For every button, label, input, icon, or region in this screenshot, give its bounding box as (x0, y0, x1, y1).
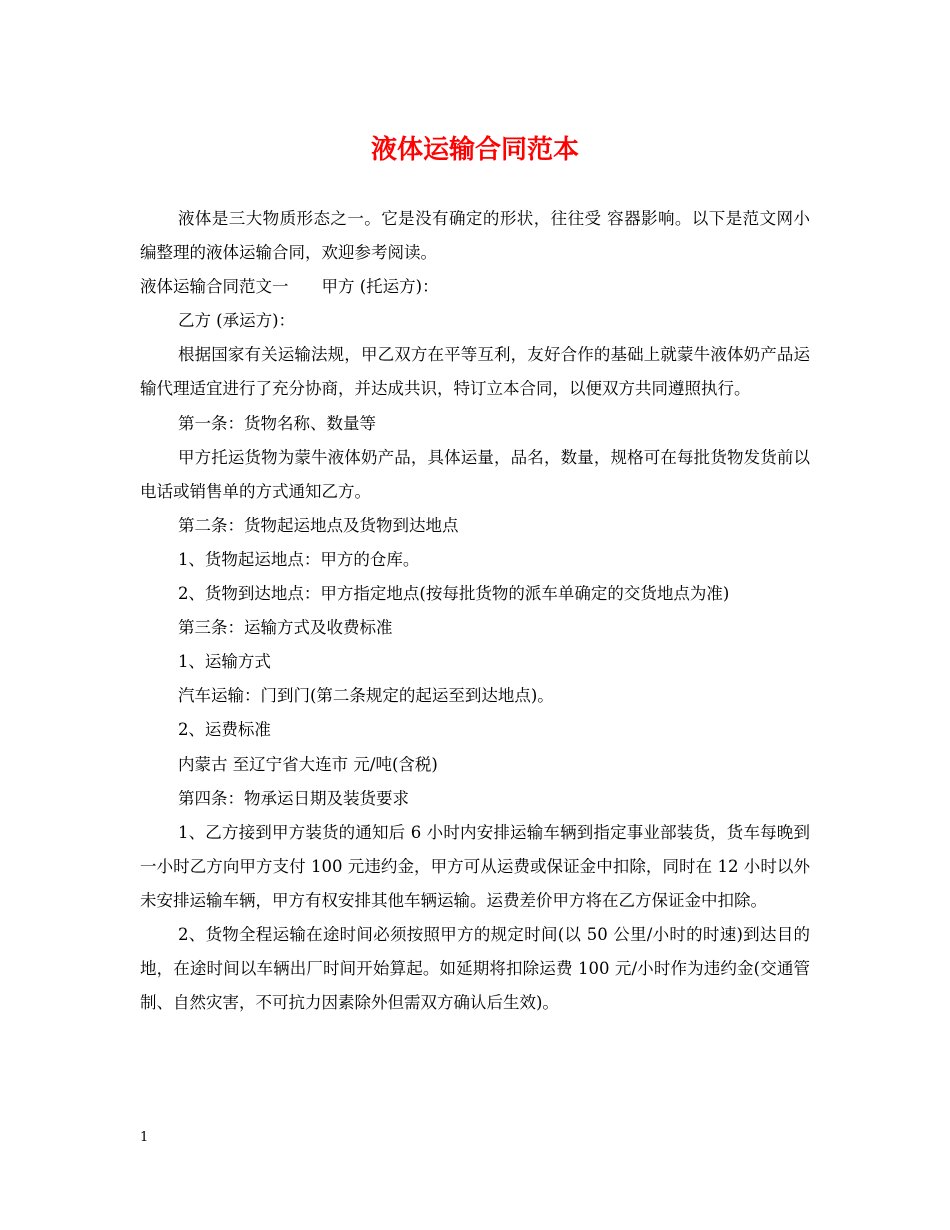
paragraph: 2、货物全程运输在途时间必须按照甲方的规定时间(以 50 公里/小时的时速)到达目的地，在途时间以车辆出厂时间开始算起。如延期将扣除运费 100 元/小时作为违约金(交通管制、自然灾害，不可抗力因素除外但需双方确认后生效)。 (140, 924, 810, 1013)
paragraph: 1、货物起运地点：甲方的仓库。 (177, 549, 420, 569)
paragraph: 汽车运输：门到门(第二条规定的起运至到达地点)。 (177, 686, 554, 706)
paragraph: 甲方托运货物为蒙牛液体奶产品，具体运量，品名，数量，规格可在每批货物发货前以电话或销售单的方式通知乙方。 (140, 447, 810, 501)
document-body (140, 202, 810, 1020)
paragraph: 液体是三大物质形态之一。它是没有确定的形状，往往受 容器影响。以下是范文网小编整理的液体运输合同，欢迎参考阅读。 (140, 209, 810, 263)
document-title: 液体运输合同范本 (370, 135, 579, 165)
paragraph: 1、乙方接到甲方装货的通知后 6 小时内安排运输车辆到指定事业部装货，货车每晚到一小时乙方向甲方支付 100 元违约金，甲方可从运费或保证金中扣除，同时在 12 小时以外未安排运输车辆，甲方有权安排其他车辆运输。运费差价甲方将在乙方保证金中扣除。 (140, 822, 810, 910)
paragraph: 液体运输合同范文一 甲方 (托运方)： (140, 277, 439, 297)
paragraph: 乙方 (承运方)： (177, 311, 296, 331)
paragraph: 第四条：物承运日期及装货要求 (177, 788, 409, 808)
page-number: 1 (140, 1130, 149, 1145)
paragraph: 根据国家有关运输法规，甲乙双方在平等互利，友好合作的基础上就蒙牛液体奶产品运输代理适宜进行了充分协商，并达成共识，特订立本合同，以便双方共同遵照执行。 (140, 345, 810, 399)
paragraph: 第三条：运输方式及收费标准 (177, 618, 393, 638)
paragraph: 第一条：货物名称、数量等 (177, 413, 376, 433)
paragraph: 第二条：货物起运地点及货物到达地点 (177, 515, 459, 535)
paragraph: 1、运输方式 (177, 652, 271, 672)
paragraph: 内蒙古 至辽宁省大连市 元/吨(含税) (177, 754, 438, 774)
paragraph: 2、货物到达地点：甲方指定地点(按每批货物的派车单确定的交货地点为准) (177, 584, 730, 604)
paragraph: 2、运费标准 (177, 720, 271, 740)
